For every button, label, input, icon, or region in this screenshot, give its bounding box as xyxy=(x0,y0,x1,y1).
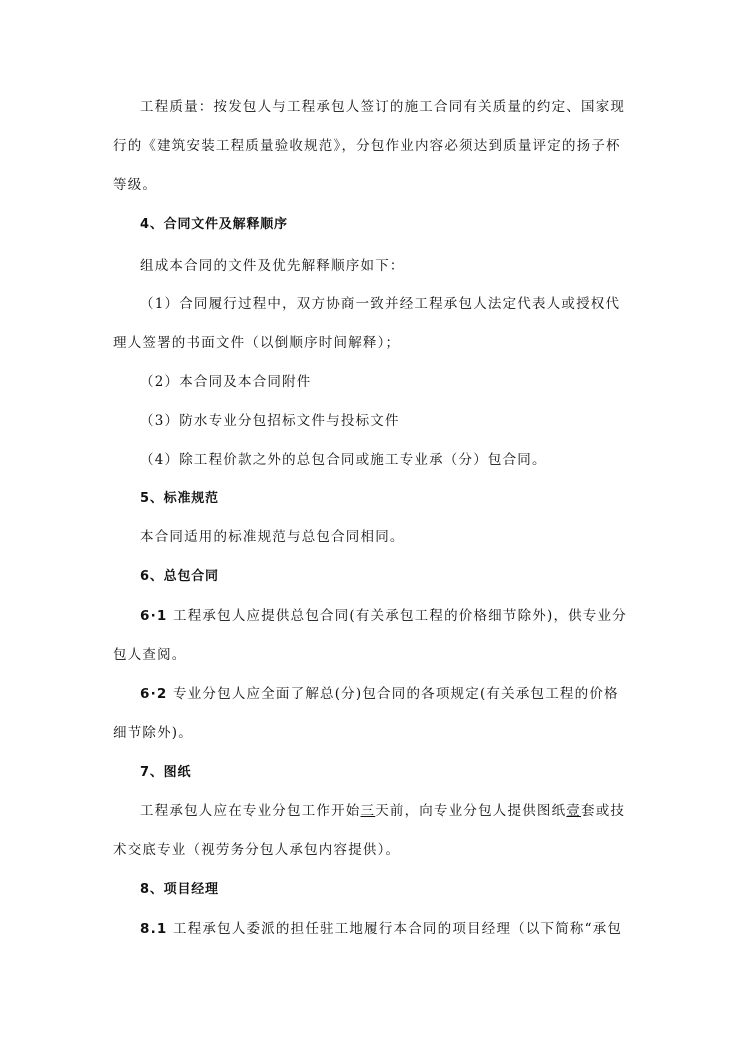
quality-paragraph-line-2: 行的《建筑安装工程质量验收规范》，分包作业内容必须达到质量评定的扬子杯 xyxy=(113,138,621,154)
section-5-heading: 5、标准规范 xyxy=(140,491,219,506)
quality-paragraph-line-1: 工程质量：按发包人与工程承包人签订的施工合同有关质量的约定、国家现 xyxy=(140,99,626,115)
section-4-item-1-line-1: （1）合同履行过程中，双方协商一致并经工程承包人法定代表人或授权代 xyxy=(140,296,621,312)
section-6-2-line-2: 细节除外)。 xyxy=(113,725,193,741)
section-6-1-number: 6·1 xyxy=(140,608,168,624)
section-8-1-line-1 xyxy=(140,920,622,938)
section-4-item-3: （3）防水专业分包招标文件与投标文件 xyxy=(140,413,400,429)
section-7-text-c: 天前，向专业分包人提供图纸 xyxy=(375,803,567,819)
section-4-item-4: （4）除工程价款之外的总包合同或施工专业承（分）包合同。 xyxy=(140,452,547,468)
section-7-heading: 7、图纸 xyxy=(140,765,192,780)
section-4-item-2: （2）本合同及本合同附件 xyxy=(140,374,312,390)
section-7-text-e: 套或技 xyxy=(581,803,626,819)
section-7-line-1 xyxy=(140,802,625,820)
section-8-1-text: 工程承包人委派的担任驻工地履行本合同的项目经理（以下简称“承包 xyxy=(173,921,623,937)
section-6-1-line-2: 包人查阅。 xyxy=(113,647,187,663)
section-8-heading: 8、项目经理 xyxy=(140,882,219,897)
section-7-sets-underlined: 壹 xyxy=(566,803,582,819)
section-5-text: 本合同适用的标准规范与总包合同相同。 xyxy=(140,529,405,545)
section-7-line-2: 术交底专业（视劳务分包人承包内容提供）。 xyxy=(113,842,401,858)
section-6-2-number: 6·2 xyxy=(140,686,168,702)
section-7-text-a: 工程承包人应在专业分包工作开始 xyxy=(140,803,361,819)
section-4-item-1-line-2: 理人签署的书面文件（以倒顺序时间解释）； xyxy=(113,335,401,351)
section-7-days-underlined: 三 xyxy=(360,803,376,819)
section-6-1-text: 工程承包人应提供总包合同(有关承包工程的价格细节除外)，供专业分 xyxy=(173,608,627,624)
section-6-2-text: 专业分包人应全面了解总(分)包合同的各项规定(有关承包工程的价格 xyxy=(173,686,619,702)
section-8-1-number: 8.1 xyxy=(140,921,168,937)
section-4-heading: 4、合同文件及解释顺序 xyxy=(140,217,288,232)
section-6-2-line-1 xyxy=(140,685,619,703)
section-6-heading: 6、总包合同 xyxy=(140,569,219,584)
section-4-intro: 组成本合同的文件及优先解释顺序如下： xyxy=(140,258,405,274)
section-6-1-line-1 xyxy=(140,607,627,625)
quality-paragraph-line-3: 等级。 xyxy=(113,177,158,193)
